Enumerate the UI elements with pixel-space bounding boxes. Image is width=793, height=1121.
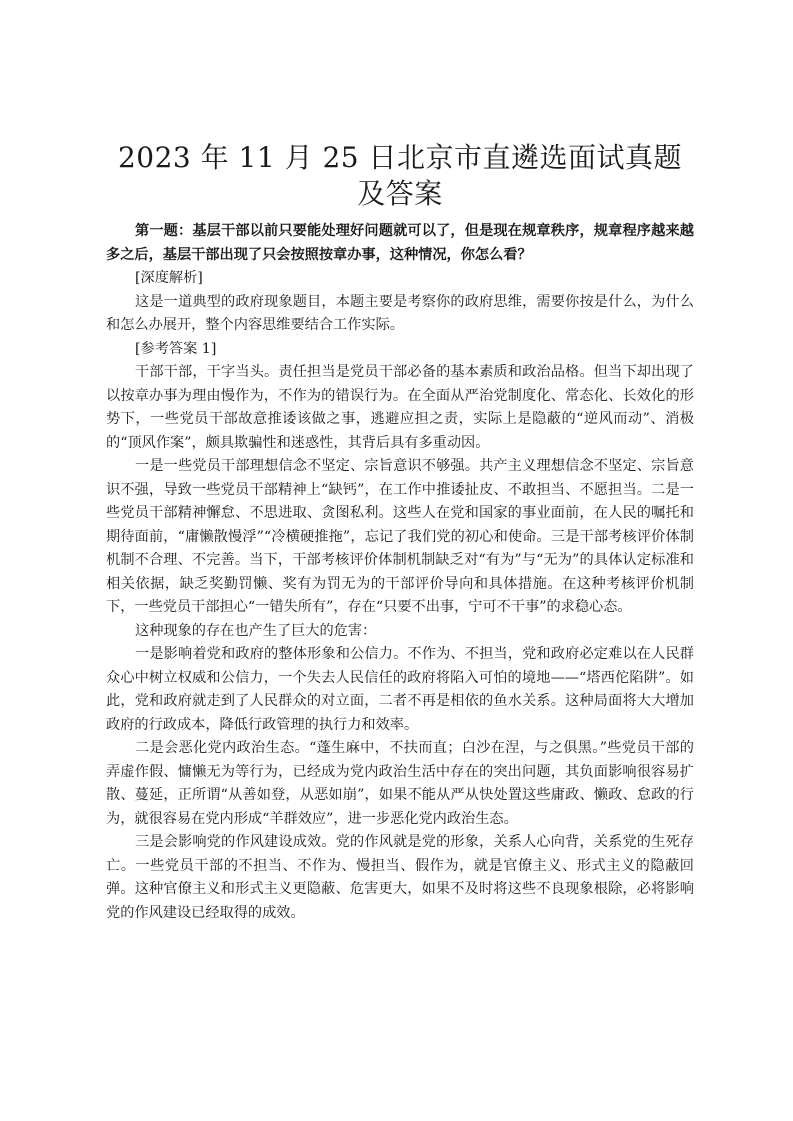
analysis-text: 这是一道典型的政府现象题目，本题主要是考察你的政府思维，需要你按是什么，为什么和怎么办展开，整个内容思维要结合工作实际。 [106,293,694,333]
answer-paragraph: 干部干部，干字当头。责任担当是党员干部必备的基本素质和政治品格。但当下却出现了以按章办事为理由慢作为，不作为的错误行为。在全面从严治党制度化、常态化、长效化的形势下，一些党员干部故意推诿该做之事，逃避应担之责，实际上是隐蔽的“逆风而动”、消极的“顶风作案”，颇具欺骗性和迷惑性，其背后具有多重动因。 [106,364,694,451]
answer-label: [参考答案 1] [135,340,217,357]
document-page [106,140,694,925]
answer-paragraph: 一是影响着党和政府的整体形象和公信力。不作为、不担当，党和政府必定难以在人民群众心中树立权威和公信力，一个失去人民信任的政府将陷入可怕的境地——“塔西佗陷阱”。如此，党和政府就走到了人民群众的对立面，二者不再是相依的鱼水关系。这种局面将大大增加政府的行政成本，降低行政管理的执行力和效率。 [106,646,694,733]
answer-paragraph: 这种现象的存在也产生了巨大的危害： [135,622,377,639]
document-title: 2023 年 11 月 25 日北京市直遴选面试真题及答案 [117,141,683,210]
analysis-label: [深度解析] [135,270,203,286]
answer-paragraph: 二是会恶化党内政治生态。“蓬生麻中，不扶而直；白沙在涅，与之俱黑。”些党员干部的弄虚作假、慵懒无为等行为，已经成为党内政治生活中存在的突出问题，其负面影响很容易扩散、蔓延，正所谓“从善如登，从恶如崩”，如果不能从严从快处置这些庸政、懒政、怠政的行为，就很容易在党内形成“羊群效应”，进一步恶化党内政治生态。 [106,740,694,827]
answer-paragraph: 一是一些党员干部理想信念不坚定、宗旨意识不够强。共产主义理想信念不坚定、宗旨意识不强，导致一些党员干部精神上“缺钙”，在工作中推诿扯皮、不敢担当、不愿担当。二是一些党员干部精神懈怠、不思进取、贪图私利。这些人在党和国家的事业面前，在人民的嘱托和期待面前，“庸懒散慢浮”“冷横硬推拖”，忘记了我们党的初心和使命。三是干部考核评价体制机制不合理、不完善。当下，干部考核评价体制机制缺乏对“有为”与“无为”的具体认定标准和相关依据，缺乏奖勤罚懒、奖有为罚无为的干部评价导向和具体措施。在这种考核评价机制下，一些党员干部担心“一错失所有”，存在“只要不出事，宁可不干事”的求稳心态。 [106,458,694,615]
answer-paragraph: 三是会影响党的作风建设成效。党的作风就是党的形象，关系人心向背，关系党的生死存亡。一些党员干部的不担当、不作为、慢担当、假作为，就是官僚主义、形式主义的隐蔽回弹。这种官僚主义和形式主义更隐蔽、危害更大，如果不及时将这些不良现象根除，必将影响党的作风建设已经取得的成效。 [106,834,694,921]
question-text: 第一题：基层干部以前只要能处理好问题就可以了，但是现在规章秩序，规章程序越来越多之后，基层干部出现了只会按照按章办事，这种情况，你怎么看？ [106,223,694,263]
